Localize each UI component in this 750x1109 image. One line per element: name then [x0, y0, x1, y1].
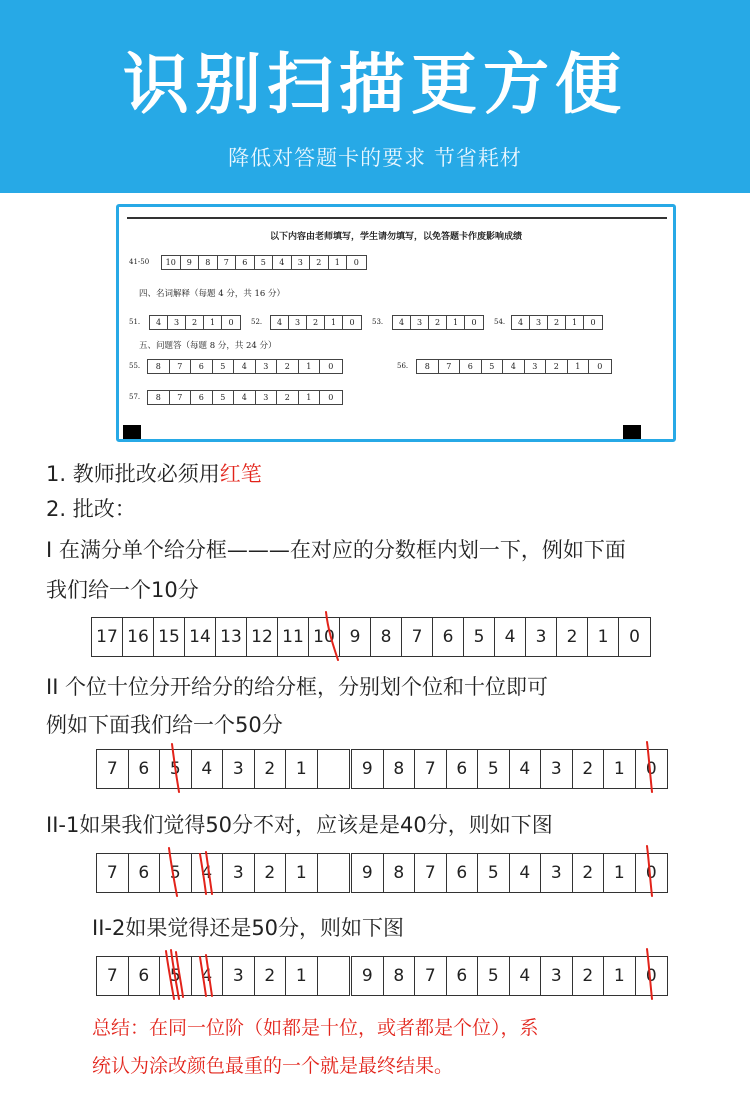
scan-box-4: 4 — [234, 391, 256, 404]
scan-box-5: 5 — [255, 256, 274, 269]
score-box-3: 3 — [541, 957, 573, 995]
scan-box-0: 0 — [328, 362, 334, 371]
case-1-line-1: I 在满分单个给分框———在对应的分数框内划一下，例如下面 — [46, 538, 626, 562]
scan-box-6: 6 — [191, 391, 213, 404]
rule-1-text: 1. 教师批改必须用 — [46, 462, 220, 486]
scan-top-rule — [127, 217, 667, 219]
score-box-3: 3 — [223, 854, 255, 892]
scan-section-4: 四、名词解释（每题 4 分，共 16 分） — [139, 289, 286, 299]
score-box-2: 2 — [255, 854, 287, 892]
scan-box-6: 6 — [236, 256, 255, 269]
scan-box-3: 3 — [289, 316, 307, 329]
case-2-line-2: 例如下面我们给一个50分 — [46, 713, 283, 737]
score-box-15: 15 — [154, 618, 185, 656]
scan-box-1: 1 — [447, 316, 465, 329]
scan-box-1: 1 — [566, 316, 584, 329]
scan-score-boxes-51 — [149, 315, 241, 330]
scan-box-7: 7 — [439, 360, 461, 373]
score-box-6: 6 — [447, 854, 479, 892]
case-1-line-2: 我们给一个10分 — [46, 578, 199, 602]
score-box-3: 3 — [526, 618, 557, 656]
score-box-9: 9 — [340, 618, 371, 656]
score-box-2: 2 — [573, 957, 605, 995]
scan-corner-marker-right — [623, 425, 641, 441]
score-box-1: 1 — [604, 750, 636, 788]
score-box-7: 7 — [415, 854, 447, 892]
score-box-2: 2 — [255, 957, 287, 995]
score-box-5: 5 — [160, 957, 192, 995]
scan-corner-marker-left — [123, 425, 141, 441]
scan-box-3: 3 — [525, 360, 547, 373]
scan-box-1: 1 — [329, 256, 348, 269]
scan-box-1: 1 — [568, 360, 590, 373]
score-box-blank — [318, 854, 350, 892]
score-box-0: 0 — [645, 863, 657, 883]
scan-box-8: 8 — [199, 256, 218, 269]
score-box-5: 5 — [478, 957, 510, 995]
score-box-6: 6 — [129, 957, 161, 995]
scan-box-9: 9 — [181, 256, 200, 269]
score-box-1: 1 — [604, 854, 636, 892]
rule-1 — [46, 459, 262, 489]
scan-box-1: 1 — [204, 316, 222, 329]
score-box-1: 1 — [604, 957, 636, 995]
scan-score-boxes-54 — [511, 315, 603, 330]
scan-box-3: 3 — [292, 256, 311, 269]
score-box-5: 5 — [464, 618, 495, 656]
score-box-2: 2 — [557, 618, 588, 656]
score-box-4: 4 — [192, 750, 224, 788]
score-box-4: 4 — [192, 957, 224, 995]
scan-section-5: 五、问题答（每题 8 分，共 24 分） — [139, 341, 277, 351]
score-box-6: 6 — [447, 957, 479, 995]
score-box-5: 5 — [478, 750, 510, 788]
tens-box-row-example-40 — [96, 853, 350, 893]
score-box-0: 0 — [645, 759, 657, 779]
scan-box-7: 7 — [218, 256, 237, 269]
answer-sheet-scan — [116, 204, 676, 442]
scan-box-0: 0 — [353, 258, 359, 267]
score-box-17: 17 — [92, 618, 123, 656]
score-box-16: 16 — [123, 618, 154, 656]
scan-score-boxes-52 — [270, 315, 362, 330]
score-box-8: 8 — [384, 854, 416, 892]
scan-box-4: 4 — [234, 360, 256, 373]
score-box-1: 1 — [286, 957, 318, 995]
scan-score-boxes-41-50 — [161, 255, 367, 270]
scan-box-0: 0 — [597, 362, 603, 371]
scan-label-51: 51. — [129, 318, 141, 326]
scan-box-8: 8 — [148, 391, 170, 404]
scan-box-8: 8 — [417, 360, 439, 373]
scan-box-2: 2 — [307, 316, 325, 329]
score-box-1: 1 — [286, 854, 318, 892]
score-box-0: 0 — [645, 966, 657, 986]
scan-box-5: 5 — [213, 391, 235, 404]
scan-box-1: 1 — [299, 391, 321, 404]
header-banner — [0, 0, 750, 193]
scan-score-boxes-55 — [147, 359, 343, 374]
scan-box-2: 2 — [429, 316, 447, 329]
scan-box-3: 3 — [256, 391, 278, 404]
score-box-9: 9 — [352, 957, 384, 995]
score-box-1: 1 — [286, 750, 318, 788]
scan-box-7: 7 — [170, 360, 192, 373]
score-box-4: 4 — [510, 957, 542, 995]
scan-box-6: 6 — [191, 360, 213, 373]
scan-box-1: 1 — [325, 316, 343, 329]
scan-label-55: 55. — [129, 362, 141, 370]
scan-box-2: 2 — [277, 391, 299, 404]
scan-label-56: 56. — [397, 362, 409, 370]
scan-label-52: 52. — [251, 318, 263, 326]
units-box-row-example-50 — [351, 749, 668, 789]
score-box-8: 8 — [371, 618, 402, 656]
score-box-1: 1 — [588, 618, 619, 656]
scan-box-4: 4 — [150, 316, 168, 329]
rule-2: 2. 批改： — [46, 497, 136, 521]
score-box-5: 5 — [160, 854, 192, 892]
scan-caption: 以下内容由老师填写，学生请勿填写，以免答题卡作废影响成绩 — [269, 232, 522, 242]
score-box-blank — [318, 750, 350, 788]
score-box-13: 13 — [216, 618, 247, 656]
scan-box-3: 3 — [411, 316, 429, 329]
scan-box-10: 10 — [162, 256, 181, 269]
score-box-4: 4 — [192, 854, 224, 892]
case-2-line-1: II 个位十位分开给分的给分框，分别划个位和十位即可 — [46, 675, 549, 699]
score-box-4: 4 — [510, 750, 542, 788]
scan-box-2: 2 — [277, 360, 299, 373]
scan-box-4: 4 — [503, 360, 525, 373]
score-box-7: 7 — [415, 957, 447, 995]
score-box-3: 3 — [541, 750, 573, 788]
score-box-3: 3 — [223, 750, 255, 788]
case-4-line: II-2如果觉得还是50分，则如下图 — [92, 916, 405, 940]
scan-box-2: 2 — [546, 360, 568, 373]
scan-box-2: 2 — [310, 256, 329, 269]
scan-box-0: 0 — [349, 318, 355, 327]
score-box-7: 7 — [97, 957, 129, 995]
score-box-2: 2 — [573, 854, 605, 892]
score-box-4: 4 — [510, 854, 542, 892]
scan-box-3: 3 — [530, 316, 548, 329]
scan-box-8: 8 — [148, 360, 170, 373]
score-box-9: 9 — [352, 750, 384, 788]
scan-label-54: 54. — [494, 318, 506, 326]
scan-score-boxes-56 — [416, 359, 612, 374]
score-box-0: 0 — [629, 627, 640, 647]
scan-box-2: 2 — [186, 316, 204, 329]
score-box-row-single — [91, 617, 651, 657]
scan-score-boxes-57 — [147, 390, 343, 405]
scan-box-4: 4 — [271, 316, 289, 329]
score-box-3: 3 — [223, 957, 255, 995]
scan-box-4: 4 — [273, 256, 292, 269]
summary-line-1: 总结：在同一位阶（如都是十位，或者都是个位），系 — [92, 1017, 539, 1039]
score-box-10: 10 — [309, 618, 340, 656]
score-box-7: 7 — [97, 854, 129, 892]
scan-box-3: 3 — [256, 360, 278, 373]
score-box-12: 12 — [247, 618, 278, 656]
scan-box-4: 4 — [393, 316, 411, 329]
scan-box-6: 6 — [460, 360, 482, 373]
score-box-9: 9 — [352, 854, 384, 892]
scan-box-0: 0 — [471, 318, 477, 327]
score-box-4: 4 — [495, 618, 526, 656]
score-box-6: 6 — [433, 618, 464, 656]
score-box-14: 14 — [185, 618, 216, 656]
score-box-6: 6 — [129, 854, 161, 892]
score-box-3: 3 — [541, 854, 573, 892]
scan-label-53: 53. — [372, 318, 384, 326]
units-box-row-example-40 — [351, 853, 668, 893]
scan-label-57: 57. — [129, 393, 141, 401]
score-box-7: 7 — [402, 618, 433, 656]
score-box-8: 8 — [384, 957, 416, 995]
score-box-11: 11 — [278, 618, 309, 656]
scan-box-3: 3 — [168, 316, 186, 329]
scan-score-boxes-53 — [392, 315, 484, 330]
scan-label-41-50: 41-50 — [129, 258, 150, 266]
score-box-2: 2 — [573, 750, 605, 788]
banner-title: 识别扫描更方便 — [123, 46, 627, 123]
rule-1-red-pen: 红笔 — [219, 462, 262, 486]
scan-box-0: 0 — [328, 393, 334, 402]
summary-line-2: 统认为涂改颜色最重的一个就是最终结果。 — [92, 1055, 454, 1077]
units-box-row-example-50-again — [351, 956, 668, 996]
scan-box-5: 5 — [482, 360, 504, 373]
score-box-blank — [318, 957, 350, 995]
banner-subtitle: 降低对答题卡的要求 节省耗材 — [228, 146, 522, 170]
score-box-5: 5 — [478, 854, 510, 892]
scan-box-1: 1 — [299, 360, 321, 373]
score-box-5: 5 — [160, 750, 192, 788]
tens-box-row-example-50 — [96, 749, 350, 789]
score-box-2: 2 — [255, 750, 287, 788]
scan-box-0: 0 — [228, 318, 234, 327]
case-3-line: II-1如果我们觉得50分不对，应该是是40分，则如下图 — [46, 813, 553, 837]
scan-box-0: 0 — [590, 318, 596, 327]
score-box-6: 6 — [129, 750, 161, 788]
scan-box-7: 7 — [170, 391, 192, 404]
scan-box-4: 4 — [512, 316, 530, 329]
tens-box-row-example-50-again — [96, 956, 350, 996]
score-box-8: 8 — [384, 750, 416, 788]
scan-box-5: 5 — [213, 360, 235, 373]
score-box-7: 7 — [97, 750, 129, 788]
score-box-6: 6 — [447, 750, 479, 788]
score-box-7: 7 — [415, 750, 447, 788]
scan-box-2: 2 — [548, 316, 566, 329]
